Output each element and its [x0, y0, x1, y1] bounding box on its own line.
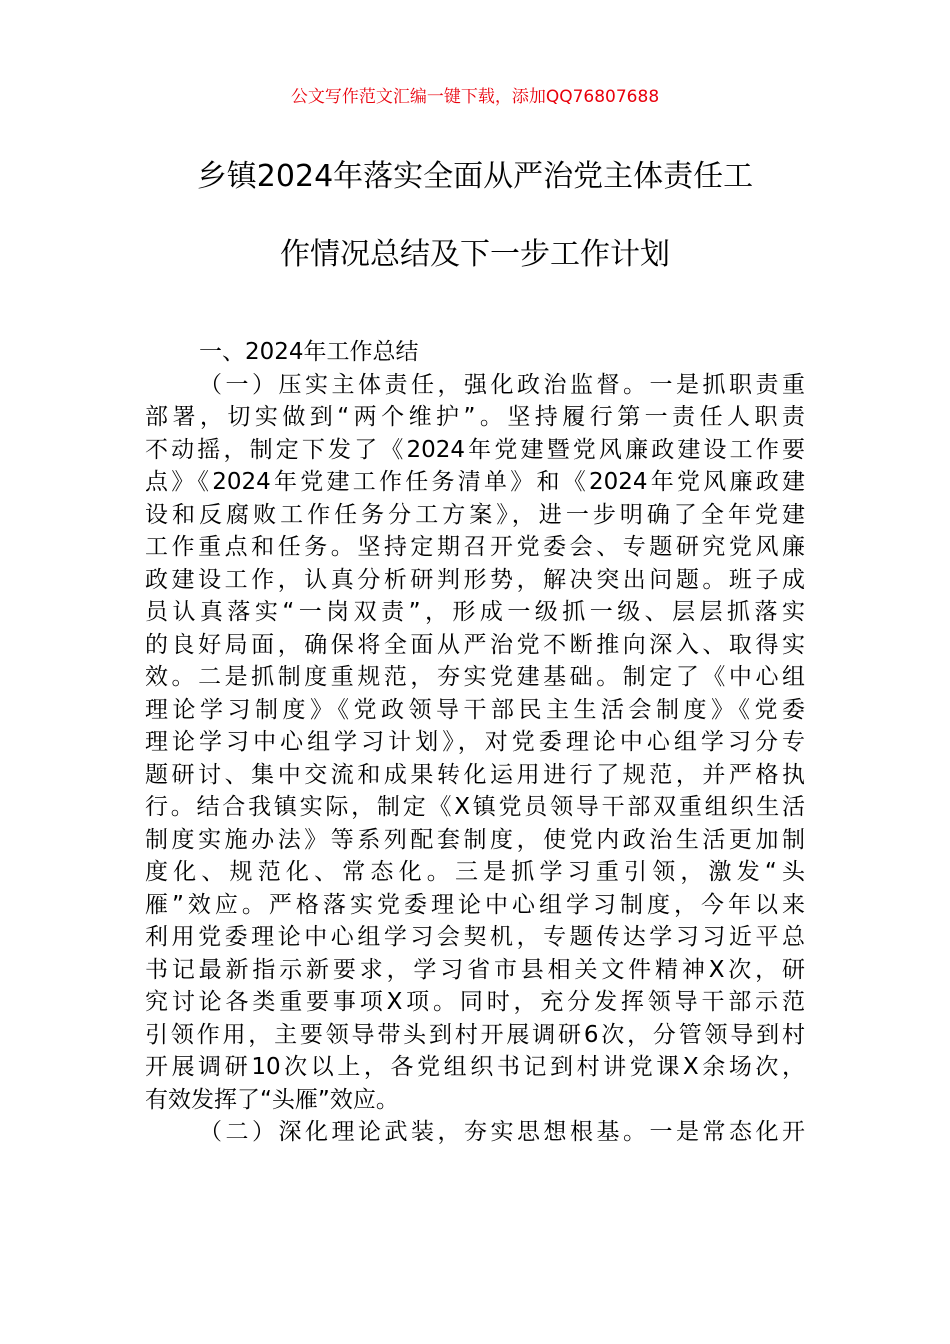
paragraph-line: 制度实施办法》等系列配套制度，使党内政治生活更加制	[145, 826, 805, 853]
paragraph-line: 不动摇，制定下发了《2024年党建暨党风廉政建设工作要	[145, 436, 805, 463]
paragraph-line: 行。结合我镇实际，制定《X镇党员领导干部双重组织生活	[145, 794, 805, 820]
watermark-banner	[0, 86, 950, 108]
paragraph-line: 雁”效应。严格落实党委理论中心组学习制度，今年以来	[145, 891, 805, 918]
paragraph-line: 度化、规范化、常态化。三是抓学习重引领，激发“头	[145, 859, 805, 885]
paragraph-line: 设和反腐败工作任务分工方案》，进一步明确了全年党建	[145, 501, 805, 528]
title-line-2: 作情况总结及下一步工作计划	[280, 237, 670, 272]
paragraph-line: 有效发挥了“头雁”效应。	[145, 1086, 399, 1113]
paragraph-line: 究讨论各类重要事项X项。同时，充分发挥领导干部示范	[145, 989, 805, 1015]
watermark-text: 公文写作范文汇编一键下载，添加QQ76807688	[290, 87, 660, 107]
paragraph-line: 理论学习中心组学习计划》，对党委理论中心组学习分专	[145, 729, 805, 755]
document-title	[130, 152, 820, 280]
paragraph-line: 效。二是抓制度重规范，夯实党建基础。制定了《中心组	[145, 664, 805, 690]
paragraph-line: （一）压实主体责任，强化政治监督。一是抓职责重	[199, 371, 805, 398]
paragraph-line: 理论学习制度》《党政领导干部民主生活会制度》《党委	[145, 696, 805, 723]
paragraph-line: （二）深化理论武装，夯实思想根基。一是常态化开	[199, 1119, 805, 1145]
paragraph-line: 利用党委理论中心组学习会契机，专题传达学习习近平总	[145, 924, 805, 950]
document-body	[145, 336, 805, 1149]
paragraph-line: 的良好局面，确保将全面从严治党不断推向深入、取得实	[145, 631, 805, 658]
paragraph-line: 点》《2024年党建工作任务清单》和《2024年党风廉政建	[145, 469, 805, 495]
paragraph-line: 书记最新指示新要求，学习省市县相关文件精神X次，研	[145, 956, 805, 983]
paragraph-line: 引领作用，主要领导带头到村开展调研6次，分管领导到村	[145, 1021, 805, 1048]
section-heading: 一、2024年工作总结	[199, 339, 419, 365]
paragraph-line: 题研讨、集中交流和成果转化运用进行了规范，并严格执	[145, 761, 805, 788]
title-line-1: 乡镇2024年落实全面从严治党主体责任工	[196, 159, 754, 194]
paragraph-line: 政建设工作，认真分析研判形势，解决突出问题。班子成	[145, 566, 805, 593]
paragraph-line: 开展调研10次以上，各党组织书记到村讲党课X余场次，	[145, 1054, 805, 1080]
paragraph-line: 部署，切实做到“两个维护”。坚持履行第一责任人职责	[145, 404, 805, 430]
paragraph-line: 员认真落实“一岗双责”，形成一级抓一级、层层抓落实	[145, 599, 805, 625]
paragraph-line: 工作重点和任务。坚持定期召开党委会、专题研究党风廉	[145, 534, 805, 560]
